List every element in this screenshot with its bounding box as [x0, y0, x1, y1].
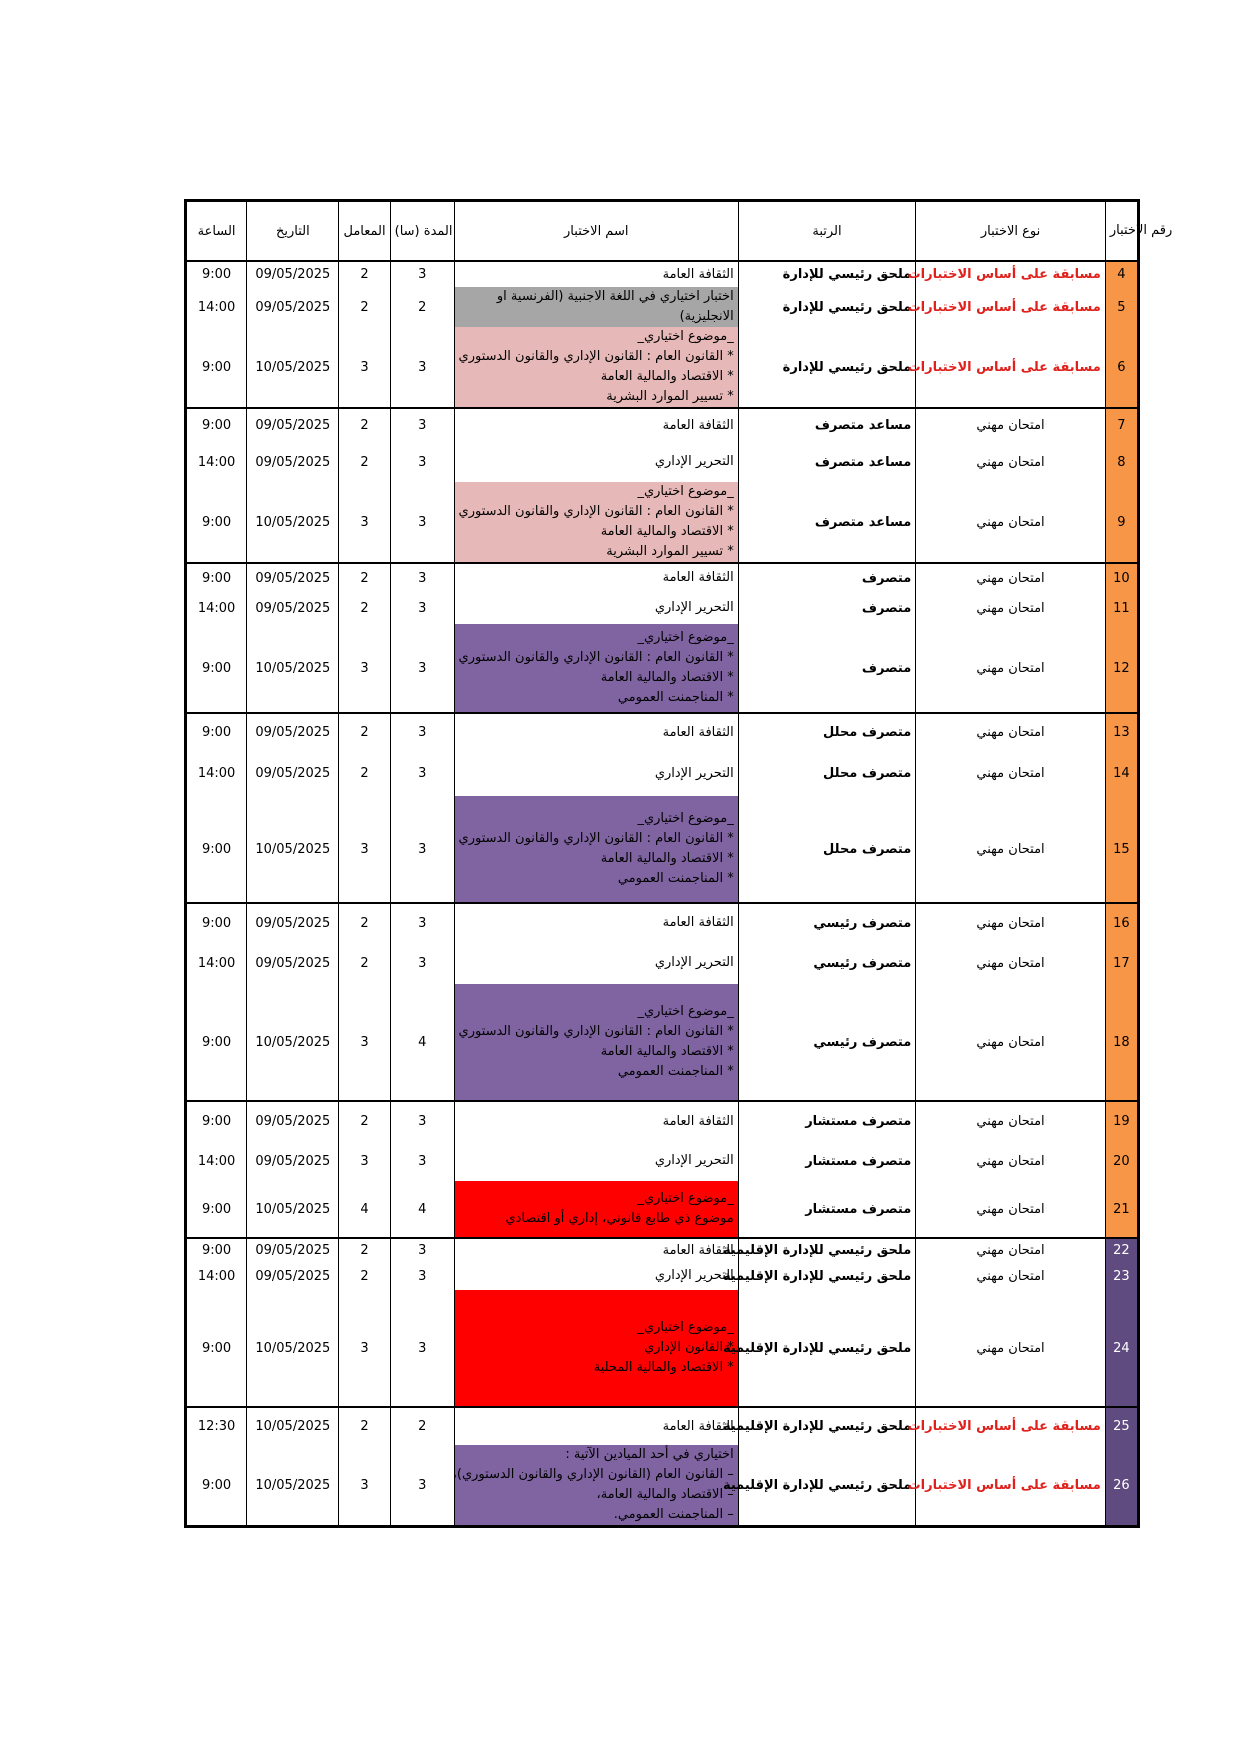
exam-type-cell: امتحان مهني	[916, 984, 1106, 1101]
exam-name-line: الثقافة العامة	[662, 1113, 734, 1129]
exam-name-line: التحرير الإداري	[654, 1268, 734, 1283]
exam-name-line: – الاقتصاد والمالية العامة،	[596, 1487, 734, 1502]
duration-cell: 2	[390, 287, 454, 327]
exam-type-cell: امتحان مهني	[916, 713, 1106, 751]
exam-name-cell	[454, 592, 738, 624]
date-cell: 09/05/2025	[247, 592, 339, 624]
exam-number-cell: 5	[1105, 287, 1138, 327]
exam-name-line: _موضوع اختياري_	[637, 1191, 734, 1206]
exam-number-cell: 26	[1105, 1445, 1138, 1527]
grade-cell: متصرف	[738, 563, 916, 592]
schedule-table	[184, 199, 1173, 1528]
grade-cell: متصرف رئيسي	[738, 903, 916, 942]
exam-name-line: _موضوع اختياري_	[637, 484, 734, 499]
header-time: الساعة	[186, 201, 247, 262]
exam-number-cell: 25	[1105, 1407, 1138, 1445]
table-row	[186, 408, 1139, 442]
exam-name-cell	[454, 1407, 738, 1445]
table-row	[186, 796, 1139, 903]
duration-cell: 3	[390, 624, 454, 713]
exam-name-line: موضوع ذي طابع قانوني، إداري أو اقتصادي	[505, 1211, 734, 1226]
duration-cell: 3	[390, 796, 454, 903]
exam-name-line: * الاقتصاد والمالية المحلية	[593, 1360, 734, 1375]
grade-cell: ملحق رئيسي للإدارة	[738, 287, 916, 327]
duration-cell: 3	[390, 408, 454, 442]
date-cell: 09/05/2025	[247, 261, 339, 287]
duration-cell: 3	[390, 1238, 454, 1262]
time-cell: 9:00	[186, 1445, 247, 1527]
time-cell: 9:00	[186, 482, 247, 563]
exam-type-cell: مسابقة على أساس الاختبارات	[916, 1407, 1106, 1445]
table-row	[186, 261, 1139, 287]
duration-cell: 3	[390, 592, 454, 624]
coefficient-cell: 2	[339, 1101, 390, 1141]
exam-number-cell: 16	[1105, 903, 1138, 942]
grade-cell: متصرف رئيسي	[738, 942, 916, 984]
coefficient-cell: 2	[339, 592, 390, 624]
coefficient-cell: 3	[339, 624, 390, 713]
coefficient-cell: 2	[339, 751, 390, 796]
exam-number-cell: 9	[1105, 482, 1138, 563]
exam-name-cell	[454, 942, 738, 984]
time-cell: 14:00	[186, 1262, 247, 1290]
table-row	[186, 624, 1139, 713]
coefficient-cell: 2	[339, 408, 390, 442]
exam-name-cell	[454, 1262, 738, 1290]
time-cell: 9:00	[186, 408, 247, 442]
table-row	[186, 903, 1139, 942]
date-cell: 09/05/2025	[247, 713, 339, 751]
exam-name-line: * القانون العام : القانون الإداري والقانون الدستوري	[458, 831, 734, 846]
header-exam-name: اسم الاختبار	[454, 201, 738, 262]
exam-name-line: الثقافة العامة	[662, 1418, 734, 1434]
duration-cell: 3	[390, 751, 454, 796]
exam-type-cell: امتحان مهني	[916, 1290, 1106, 1407]
grade-cell: متصرف محلل	[738, 751, 916, 796]
exam-name-cell	[454, 287, 738, 327]
grade-cell: مساعد متصرف	[738, 408, 916, 442]
exam-type-cell: امتحان مهني	[916, 1181, 1106, 1238]
table-row	[186, 482, 1139, 563]
exam-type-cell: امتحان مهني	[916, 796, 1106, 903]
exam-name-line: – القانون العام (القانون الإداري والقانون الدستوري)،	[452, 1467, 734, 1482]
date-cell: 10/05/2025	[247, 1290, 339, 1407]
exam-name-cell	[454, 903, 738, 942]
exam-name-line: * القانون العام : القانون الإداري والقانون الدستوري	[458, 1024, 734, 1039]
exam-name-line: التحرير الإداري	[654, 1153, 734, 1168]
exam-number-cell: 14	[1105, 751, 1138, 796]
table-row	[186, 1262, 1139, 1290]
time-cell: 9:00	[186, 903, 247, 942]
exam-name-line: _موضوع اختياري_	[637, 1004, 734, 1019]
header-exam-no: رقم الاختبار	[1105, 201, 1138, 262]
exam-number-cell: 17	[1105, 942, 1138, 984]
time-cell: 9:00	[186, 1181, 247, 1238]
coefficient-cell: 3	[339, 1141, 390, 1181]
exam-name-cell	[454, 1238, 738, 1262]
exam-name-cell	[454, 1101, 738, 1141]
exam-type-cell: امتحان مهني	[916, 408, 1106, 442]
exam-type-cell: امتحان مهني	[916, 624, 1106, 713]
exam-type-cell: امتحان مهني	[916, 1238, 1106, 1262]
duration-cell: 3	[390, 482, 454, 563]
exam-type-cell: امتحان مهني	[916, 482, 1106, 563]
coefficient-cell: 2	[339, 563, 390, 592]
exam-name-line: التحرير الإداري	[654, 454, 734, 469]
coefficient-cell: 2	[339, 1238, 390, 1262]
exam-type-cell: مسابقة على أساس الاختبارات	[916, 287, 1106, 327]
exam-name-line: التحرير الإداري	[654, 955, 734, 970]
date-cell: 09/05/2025	[247, 287, 339, 327]
coefficient-cell: 2	[339, 1262, 390, 1290]
header-duration: المدة (سا)	[390, 201, 454, 262]
exam-number-cell: 12	[1105, 624, 1138, 713]
date-cell: 10/05/2025	[247, 624, 339, 713]
exam-number-cell: 13	[1105, 713, 1138, 751]
exam-type-cell: امتحان مهني	[916, 942, 1106, 984]
date-cell: 10/05/2025	[247, 327, 339, 408]
date-cell: 09/05/2025	[247, 1141, 339, 1181]
date-cell: 10/05/2025	[247, 1181, 339, 1238]
coefficient-cell: 4	[339, 1181, 390, 1238]
exam-schedule	[184, 199, 1173, 1528]
duration-cell: 3	[390, 1445, 454, 1527]
header-date: التاريخ	[247, 201, 339, 262]
header-exam-type: نوع الاختبار	[916, 201, 1106, 262]
duration-cell: 3	[390, 1290, 454, 1407]
duration-cell: 3	[390, 1101, 454, 1141]
date-cell: 10/05/2025	[247, 1407, 339, 1445]
grade-cell: متصرف مستشار	[738, 1181, 916, 1238]
exam-number-cell: 23	[1105, 1262, 1138, 1290]
duration-cell: 3	[390, 1262, 454, 1290]
grade-cell: مساعد متصرف	[738, 442, 916, 482]
table-row	[186, 1290, 1139, 1407]
time-cell: 9:00	[186, 563, 247, 592]
grade-cell: متصرف	[738, 592, 916, 624]
exam-number-cell: 24	[1105, 1290, 1138, 1407]
exam-name-line: _موضوع اختياري_	[637, 1320, 734, 1335]
time-cell: 9:00	[186, 624, 247, 713]
table-row	[186, 942, 1139, 984]
time-cell: 9:00	[186, 327, 247, 408]
exam-name-line: التحرير الإداري	[654, 600, 734, 615]
grade-cell: ملحق رئيسي للإدارة الإقليمية	[738, 1238, 916, 1262]
coefficient-cell: 3	[339, 796, 390, 903]
time-cell: 9:00	[186, 1101, 247, 1141]
table-row	[186, 984, 1139, 1101]
exam-type-cell: مسابقة على أساس الاختبارات	[916, 1445, 1106, 1527]
exam-name-line: * الاقتصاد والمالية العامة	[600, 1044, 734, 1059]
exam-number-cell: 10	[1105, 563, 1138, 592]
duration-cell: 3	[390, 942, 454, 984]
exam-name-line: * القانون العام : القانون الإداري والقانون الدستوري	[458, 504, 734, 519]
exam-name-line: * الاقتصاد والمالية العامة	[600, 670, 734, 685]
coefficient-cell: 3	[339, 1290, 390, 1407]
grade-cell: ملحق رئيسي للإدارة	[738, 261, 916, 287]
exam-name-cell	[454, 1141, 738, 1181]
date-cell: 09/05/2025	[247, 1262, 339, 1290]
grade-cell: ملحق رئيسي للإدارة الإقليمية	[738, 1290, 916, 1407]
grade-cell: متصرف مستشار	[738, 1101, 916, 1141]
date-cell: 09/05/2025	[247, 751, 339, 796]
exam-name-cell	[454, 1181, 738, 1238]
date-cell: 09/05/2025	[247, 1101, 339, 1141]
exam-name-line: الثقافة العامة	[662, 417, 734, 433]
exam-type-cell: امتحان مهني	[916, 1141, 1106, 1181]
exam-name-line: * القانون الإداري	[644, 1340, 734, 1355]
exam-number-cell: 21	[1105, 1181, 1138, 1238]
grade-cell: ملحق رئيسي للإدارة الإقليمية	[738, 1262, 916, 1290]
table-row	[186, 1407, 1139, 1445]
coefficient-cell: 3	[339, 1445, 390, 1527]
date-cell: 10/05/2025	[247, 796, 339, 903]
exam-name-line: _موضوع اختياري_	[637, 329, 734, 344]
table-row	[186, 442, 1139, 482]
coefficient-cell: 2	[339, 713, 390, 751]
exam-name-line: * المناجمنت العمومي	[617, 690, 734, 705]
exam-number-cell: 8	[1105, 442, 1138, 482]
exam-name-line: * القانون العام : القانون الإداري والقانون الدستوري	[458, 349, 734, 364]
exam-name-line: * الاقتصاد والمالية العامة	[600, 851, 734, 866]
exam-name-cell	[454, 1445, 738, 1527]
exam-name-line: التحرير الإداري	[654, 765, 734, 781]
duration-cell: 3	[390, 903, 454, 942]
exam-name-line: الثقافة العامة	[662, 724, 734, 740]
exam-name-cell	[454, 984, 738, 1101]
exam-name-line: * المناجمنت العمومي	[617, 871, 734, 886]
date-cell: 09/05/2025	[247, 942, 339, 984]
exam-type-cell: مسابقة على أساس الاختبارات	[916, 261, 1106, 287]
exam-name-cell	[454, 327, 738, 408]
coefficient-cell: 3	[339, 327, 390, 408]
date-cell: 10/05/2025	[247, 482, 339, 563]
coefficient-cell: 2	[339, 287, 390, 327]
exam-number-cell: 18	[1105, 984, 1138, 1101]
table-row	[186, 751, 1139, 796]
duration-cell: 4	[390, 1181, 454, 1238]
date-cell: 09/05/2025	[247, 442, 339, 482]
exam-name-cell	[454, 563, 738, 592]
exam-name-cell	[454, 442, 738, 482]
exam-number-cell: 11	[1105, 592, 1138, 624]
header-grade: الرتبة	[738, 201, 916, 262]
coefficient-cell: 2	[339, 1407, 390, 1445]
time-cell: 9:00	[186, 796, 247, 903]
time-cell: 9:00	[186, 984, 247, 1101]
exam-name-line: – المناجمنت العمومي.	[613, 1507, 734, 1522]
time-cell: 14:00	[186, 592, 247, 624]
exam-number-cell: 15	[1105, 796, 1138, 903]
time-cell: 14:00	[186, 442, 247, 482]
date-cell: 10/05/2025	[247, 984, 339, 1101]
exam-name-line: * الاقتصاد والمالية العامة	[600, 369, 734, 384]
duration-cell: 3	[390, 442, 454, 482]
table-row	[186, 327, 1139, 408]
time-cell: 9:00	[186, 1290, 247, 1407]
exam-name-cell	[454, 624, 738, 713]
exam-type-cell: امتحان مهني	[916, 1262, 1106, 1290]
grade-cell: متصرف محلل	[738, 713, 916, 751]
coefficient-cell: 3	[339, 984, 390, 1101]
exam-name-line: الثقافة العامة	[662, 1242, 734, 1258]
table-row	[186, 713, 1139, 751]
grade-cell: متصرف	[738, 624, 916, 713]
exam-name-cell	[454, 1290, 738, 1407]
exam-number-cell: 22	[1105, 1238, 1138, 1262]
schedule-body	[186, 261, 1139, 1527]
time-cell: 9:00	[186, 713, 247, 751]
exam-name-cell	[454, 482, 738, 563]
exam-type-cell: مسابقة على أساس الاختبارات	[916, 327, 1106, 408]
exam-name-line: * القانون العام : القانون الإداري والقانون الدستوري	[458, 650, 734, 665]
grade-cell: متصرف مستشار	[738, 1141, 916, 1181]
duration-cell: 2	[390, 1407, 454, 1445]
duration-cell: 3	[390, 563, 454, 592]
coefficient-cell: 2	[339, 442, 390, 482]
table-row	[186, 1238, 1139, 1262]
exam-number-cell: 7	[1105, 408, 1138, 442]
exam-name-line: * المناجمنت العمومي	[617, 1064, 734, 1079]
grade-cell: ملحق رئيسي للإدارة الإقليمية	[738, 1445, 916, 1527]
table-row	[186, 1445, 1139, 1527]
date-cell: 09/05/2025	[247, 408, 339, 442]
duration-cell: 3	[390, 261, 454, 287]
exam-name-line: * تسيير الموارد البشرية	[606, 389, 734, 404]
coefficient-cell: 3	[339, 482, 390, 563]
date-cell: 09/05/2025	[247, 903, 339, 942]
time-cell: 14:00	[186, 942, 247, 984]
time-cell: 14:00	[186, 1141, 247, 1181]
header-coefficient: المعامل	[339, 201, 390, 262]
exam-number-cell: 20	[1105, 1141, 1138, 1181]
exam-name-cell	[454, 751, 738, 796]
date-cell: 09/05/2025	[247, 563, 339, 592]
duration-cell: 3	[390, 713, 454, 751]
exam-name-cell	[454, 408, 738, 442]
exam-number-cell: 4	[1105, 261, 1138, 287]
time-cell: 14:00	[186, 751, 247, 796]
exam-number-cell: 19	[1105, 1101, 1138, 1141]
exam-name-line: الثقافة العامة	[662, 266, 734, 282]
time-cell: 14:00	[186, 287, 247, 327]
table-row	[186, 1141, 1139, 1181]
table-row	[186, 287, 1139, 327]
grade-cell: مساعد متصرف	[738, 482, 916, 563]
header-row	[186, 201, 1139, 262]
exam-name-line: _موضوع اختياري_	[637, 811, 734, 826]
exam-name-line: * الاقتصاد والمالية العامة	[600, 524, 734, 539]
exam-name-line: الثقافة العامة	[662, 570, 734, 585]
exam-name-cell	[454, 713, 738, 751]
exam-type-cell: امتحان مهني	[916, 1101, 1106, 1141]
exam-type-cell: امتحان مهني	[916, 903, 1106, 942]
grade-cell: ملحق رئيسي للإدارة	[738, 327, 916, 408]
exam-name-line: _موضوع اختياري_	[637, 630, 734, 645]
time-cell: 9:00	[186, 1238, 247, 1262]
coefficient-cell: 2	[339, 261, 390, 287]
exam-name-line: الثقافة العامة	[662, 915, 734, 930]
duration-cell: 3	[390, 1141, 454, 1181]
exam-number-cell: 6	[1105, 327, 1138, 408]
exam-name-line: اختياري في أحد الميادين الآتية :	[565, 1447, 734, 1462]
date-cell: 10/05/2025	[247, 1445, 339, 1527]
grade-cell: متصرف رئيسي	[738, 984, 916, 1101]
exam-type-cell: امتحان مهني	[916, 592, 1106, 624]
exam-type-cell: امتحان مهني	[916, 563, 1106, 592]
grade-cell: ملحق رئيسي للإدارة الإقليمية	[738, 1407, 916, 1445]
duration-cell: 4	[390, 984, 454, 1101]
exam-name-cell	[454, 796, 738, 903]
exam-name-line: الانجليزية)	[679, 309, 734, 324]
grade-cell: متصرف محلل	[738, 796, 916, 903]
coefficient-cell: 2	[339, 942, 390, 984]
coefficient-cell: 2	[339, 903, 390, 942]
exam-type-cell: امتحان مهني	[916, 751, 1106, 796]
exam-name-line: اختبار اختياري في اللغة الاجنبية (الفرنسية او	[496, 289, 734, 304]
table-row	[186, 1181, 1139, 1238]
table-row	[186, 592, 1139, 624]
time-cell: 9:00	[186, 261, 247, 287]
time-cell: 12:30	[186, 1407, 247, 1445]
exam-type-cell: امتحان مهني	[916, 442, 1106, 482]
date-cell: 09/05/2025	[247, 1238, 339, 1262]
exam-name-cell	[454, 261, 738, 287]
table-row	[186, 563, 1139, 592]
table-row	[186, 1101, 1139, 1141]
exam-name-line: * تسيير الموارد البشرية	[606, 544, 734, 559]
duration-cell: 3	[390, 327, 454, 408]
